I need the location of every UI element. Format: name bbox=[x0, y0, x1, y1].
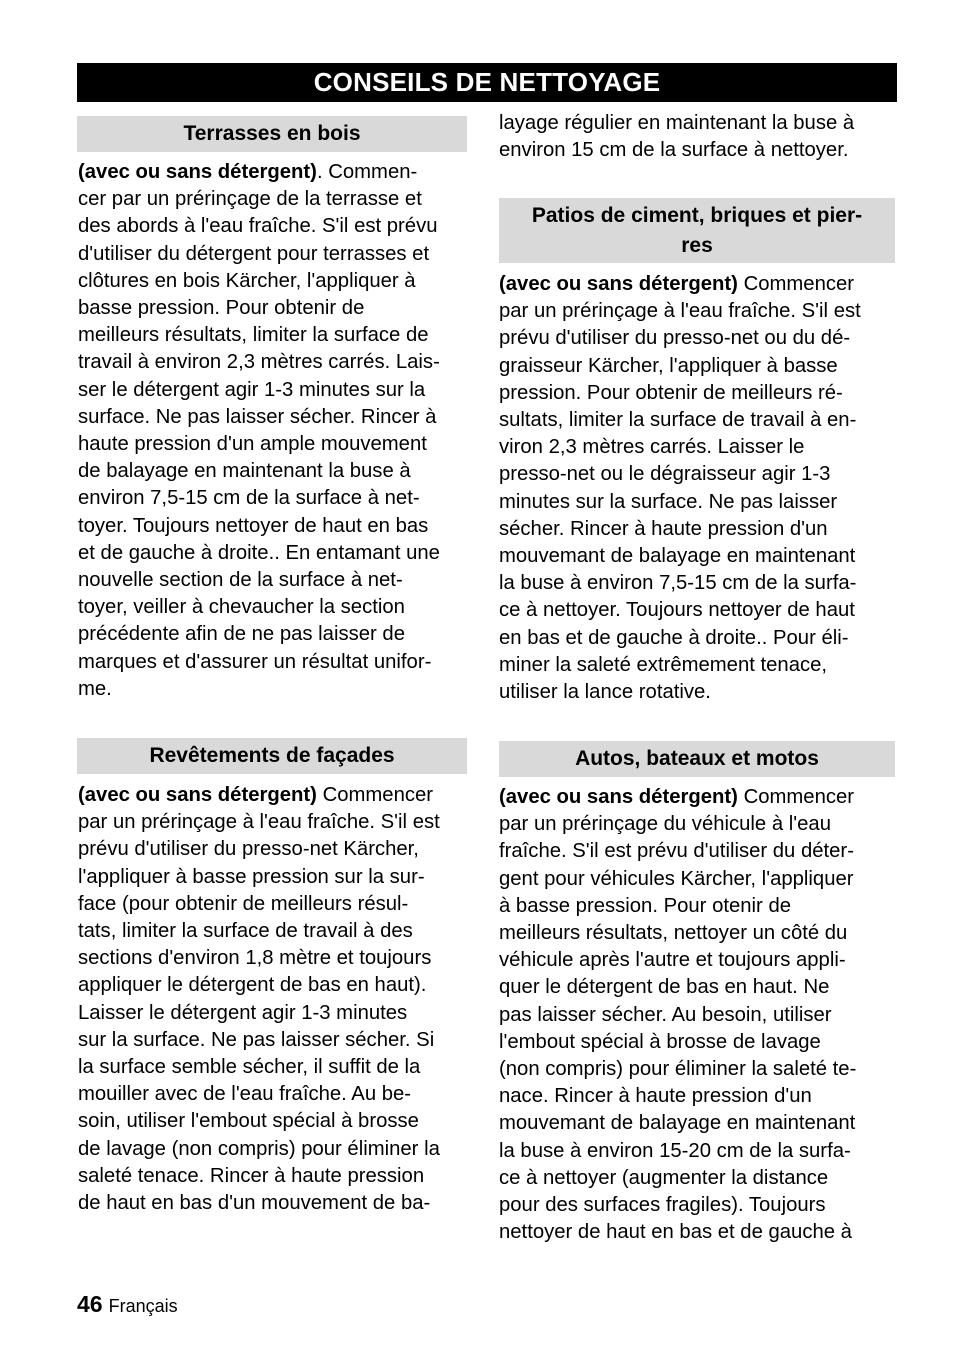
text-line: ce à nettoyer. Toujours nettoyer de haut bbox=[499, 599, 855, 622]
text-line: pression. Pour obtenir de meilleurs ré- bbox=[499, 381, 843, 404]
text-line: appliquer le détergent de bas en haut). bbox=[78, 974, 427, 997]
text-line: toyer, veiller à chevaucher la section bbox=[78, 596, 405, 619]
text-line: cer par un prérinçage de la terrasse et bbox=[78, 188, 422, 211]
section-heading-facades: Revêtements de façades bbox=[77, 738, 467, 774]
text-line: presso-net ou le dégraisseur agir 1-3 bbox=[499, 463, 831, 486]
section-heading-patios bbox=[499, 198, 895, 263]
text-line: nouvelle section de la surface à net- bbox=[78, 569, 403, 592]
text-line: environ 7,5-15 cm de la surface à net- bbox=[78, 487, 420, 510]
text-line: pas laisser sécher. Au besoin, utiliser bbox=[499, 1003, 832, 1026]
autos-paragraph bbox=[499, 784, 895, 1246]
terrasses-continuation bbox=[499, 110, 895, 164]
text-line: minutes sur la surface. Ne pas laisser bbox=[499, 490, 838, 513]
section-heading-autos: Autos, bateaux et motos bbox=[499, 741, 895, 777]
text-line: miner la saleté extrêmement tenace, bbox=[499, 653, 828, 676]
text-line: et de gauche à droite.. En entamant une bbox=[78, 541, 440, 564]
page-title: CONSEILS DE NETTOYAGE bbox=[77, 63, 897, 102]
text-line: environ 15 cm de la surface à nettoyer. bbox=[499, 139, 849, 162]
text-line: (non compris) pour éliminer la saleté te- bbox=[499, 1058, 857, 1081]
text-line: gent pour véhicules Kärcher, l'appliquer bbox=[499, 867, 854, 890]
text-line: par un prérinçage à l'eau fraîche. S'il est bbox=[499, 300, 861, 323]
text-line: mouvemant de balayage en maintenant bbox=[499, 545, 856, 568]
text-line: travail à environ 2,3 mètres carrés. Lais- bbox=[78, 351, 440, 374]
text-line: mouvemant de balayage en maintenant bbox=[499, 1112, 856, 1135]
text-line: l'embout spécial à brosse de lavage bbox=[499, 1030, 821, 1053]
text-line: sections d'environ 1,8 mètre et toujours bbox=[78, 947, 432, 970]
page-footer bbox=[77, 1291, 178, 1318]
text-line: surface. Ne pas laisser sécher. Rincer à bbox=[78, 405, 437, 428]
text-line: meilleurs résultats, limiter la surface de bbox=[78, 324, 429, 347]
patios-paragraph bbox=[499, 271, 895, 706]
lead-tail: Commencer bbox=[737, 786, 855, 808]
text-line: soin, utiliser l'embout spécial à brosse bbox=[78, 1110, 419, 1133]
text-line: de lavage (non compris) pour éliminer la bbox=[78, 1137, 440, 1160]
section-heading-terrasses: Terrasses en bois bbox=[77, 116, 467, 152]
text-line: sultats, limiter la surface de travail à en- bbox=[499, 409, 857, 432]
text-line: nace. Rincer à haute pression d'un bbox=[499, 1085, 812, 1108]
text-line: graisseur Kärcher, l'appliquer à basse bbox=[499, 354, 838, 377]
text-line: pour des surfaces fragiles). Toujours bbox=[499, 1194, 826, 1217]
text-line: la surface semble sécher, il suffit de la bbox=[78, 1056, 421, 1079]
text-line: sur la surface. Ne pas laisser sécher. Si bbox=[78, 1028, 435, 1051]
text-line: prévu d'utiliser du presso-net ou du dé- bbox=[499, 327, 851, 350]
text-line: par un prérinçage du véhicule à l'eau bbox=[499, 813, 831, 836]
heading-line: Patios de ciment, briques et pier- bbox=[531, 203, 863, 227]
text-line: Laisser le détergent agir 1-3 minutes bbox=[78, 1001, 408, 1024]
text-line: véhicule après l'autre et toujours appli- bbox=[499, 949, 846, 972]
text-line: en bas et de gauche à droite.. Pour éli- bbox=[499, 626, 849, 649]
text-line: meilleurs résultats, nettoyer un côté du bbox=[499, 922, 848, 945]
heading-line: res bbox=[681, 233, 713, 257]
text-line: sécher. Rincer à haute pression d'un bbox=[499, 517, 828, 540]
lead-tail: Commencer bbox=[737, 273, 855, 295]
text-line: me. bbox=[78, 677, 112, 700]
text-line: la buse à environ 7,5-15 cm de la surfa- bbox=[499, 572, 857, 595]
text-line: viron 2,3 mètres carrés. Laisser le bbox=[499, 436, 805, 459]
text-line: face (pour obtenir de meilleurs résul- bbox=[78, 892, 409, 915]
text-line: utiliser la lance rotative. bbox=[499, 681, 711, 704]
text-line: nettoyer de haut en bas et de gauche à bbox=[499, 1221, 852, 1244]
footer-language: Français bbox=[108, 1296, 178, 1316]
text-line: ce à nettoyer (augmenter la distance bbox=[499, 1166, 829, 1189]
text-line: marques et d'assurer un résultat unifor- bbox=[78, 650, 432, 673]
text-line: toyer. Toujours nettoyer de haut en bas bbox=[78, 514, 429, 537]
text-line: haute pression d'un ample mouvement bbox=[78, 433, 427, 456]
text-line: des abords à l'eau fraîche. S'il est prévu bbox=[78, 215, 438, 238]
text-line: saleté tenace. Rincer à haute pression bbox=[78, 1164, 425, 1187]
page-number: 46 bbox=[77, 1291, 103, 1317]
text-line: fraîche. S'il est prévu d'utiliser du déter- bbox=[499, 840, 854, 863]
lead-tail: . Commen- bbox=[316, 161, 418, 183]
text-line: de haut en bas d'un mouvement de ba- bbox=[78, 1192, 431, 1215]
text-line: précédente afin de ne pas laisser de bbox=[78, 623, 405, 646]
text-line: la buse à environ 15-20 cm de la surfa- bbox=[499, 1139, 851, 1162]
text-line: layage régulier en maintenant la buse à bbox=[499, 112, 855, 134]
text-line: d'utiliser du détergent pour terrasses et bbox=[78, 242, 430, 265]
text-line: à basse pression. Pour otenir de bbox=[499, 894, 791, 917]
text-line: quer le détergent de bas en haut. Ne bbox=[499, 976, 830, 999]
lead-bold: (avec ou sans détergent) bbox=[499, 786, 738, 808]
lead-tail: Commencer bbox=[316, 784, 434, 806]
text-line: basse pression. Pour obtenir de bbox=[78, 297, 365, 320]
text-line: mouiller avec de l'eau fraîche. Au be- bbox=[78, 1083, 412, 1106]
text-line: par un prérinçage à l'eau fraîche. S'il est bbox=[78, 811, 440, 834]
text-line: tats, limiter la surface de travail à des bbox=[78, 920, 413, 943]
lead-bold: (avec ou sans détergent) bbox=[78, 784, 317, 806]
terrasses-paragraph bbox=[78, 159, 468, 703]
lead-bold: (avec ou sans détergent) bbox=[499, 273, 738, 295]
text-line: de balayage en maintenant la buse à bbox=[78, 460, 411, 483]
facades-paragraph bbox=[78, 782, 468, 1217]
text-line: clôtures en bois Kärcher, l'appliquer à bbox=[78, 269, 416, 292]
lead-bold: (avec ou sans détergent) bbox=[78, 161, 317, 183]
text-line: l'appliquer à basse pression sur la sur- bbox=[78, 865, 425, 888]
text-line: prévu d'utiliser du presso-net Kärcher, bbox=[78, 838, 419, 861]
text-line: ser le détergent agir 1-3 minutes sur la bbox=[78, 378, 426, 401]
